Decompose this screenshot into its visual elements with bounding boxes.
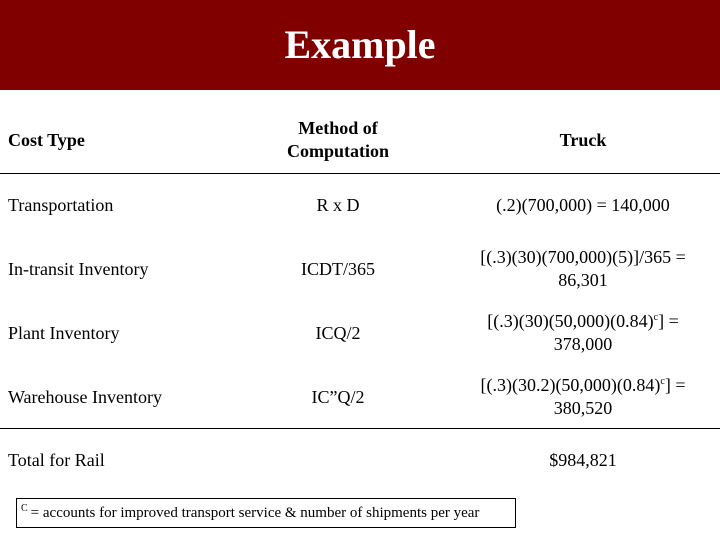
row-warehouse-type: Warehouse Inventory	[8, 386, 162, 407]
row-intransit-type: In-transit Inventory	[8, 258, 149, 279]
row-plant-truck-line1	[487, 310, 679, 333]
row-plant-truck-line2: 378,000	[553, 334, 613, 354]
total-label: Total for Rail	[8, 449, 105, 470]
row-intransit-truck-line2: 86,301	[558, 270, 608, 290]
row-plant-type: Plant Inventory	[8, 322, 120, 343]
total-value: $984,821	[549, 449, 617, 470]
header-cost-type: Cost Type	[8, 129, 85, 150]
header-method: Method of Computation	[286, 118, 389, 161]
row-intransit-method: ICDT/365	[301, 258, 375, 279]
row-intransit-truck	[448, 237, 718, 301]
row-warehouse-truck-line1	[480, 374, 685, 397]
row-plant-truck-line1b: ] =	[658, 311, 679, 331]
footnote-box	[16, 498, 516, 528]
row-plant-method: ICQ/2	[315, 322, 361, 343]
row-transportation-truck: (.2)(700,000) = 140,000	[496, 194, 670, 215]
row-warehouse-truck	[448, 365, 718, 429]
footnote-text: = accounts for improved transport service & number of shipments per year	[30, 504, 480, 521]
row-plant-truck-line1a: [(.3)(30)(50,000)(0.84)	[487, 311, 654, 331]
title-bar	[0, 0, 720, 90]
header-truck: Truck	[559, 129, 607, 150]
footnote-mark: C	[21, 502, 28, 514]
row-warehouse-truck-sup: c	[660, 376, 665, 387]
slide-title: Example	[284, 21, 436, 67]
row-warehouse-method: IC”Q/2	[311, 386, 365, 407]
row-transportation-type: Transportation	[8, 194, 114, 215]
total-divider	[0, 428, 720, 429]
row-transportation-method: R x D	[316, 194, 360, 215]
row-plant-truck	[448, 301, 718, 365]
row-warehouse-truck-line1a: [(.3)(30.2)(50,000)(0.84)	[480, 375, 661, 395]
row-plant-truck-sup: c	[653, 312, 659, 323]
row-warehouse-truck-line1b: ] =	[664, 375, 686, 395]
row-intransit-truck-line1: [(.3)(30)(700,000)(5)]/365 =	[480, 247, 686, 267]
row-warehouse-truck-line2: 380,520	[553, 398, 613, 418]
